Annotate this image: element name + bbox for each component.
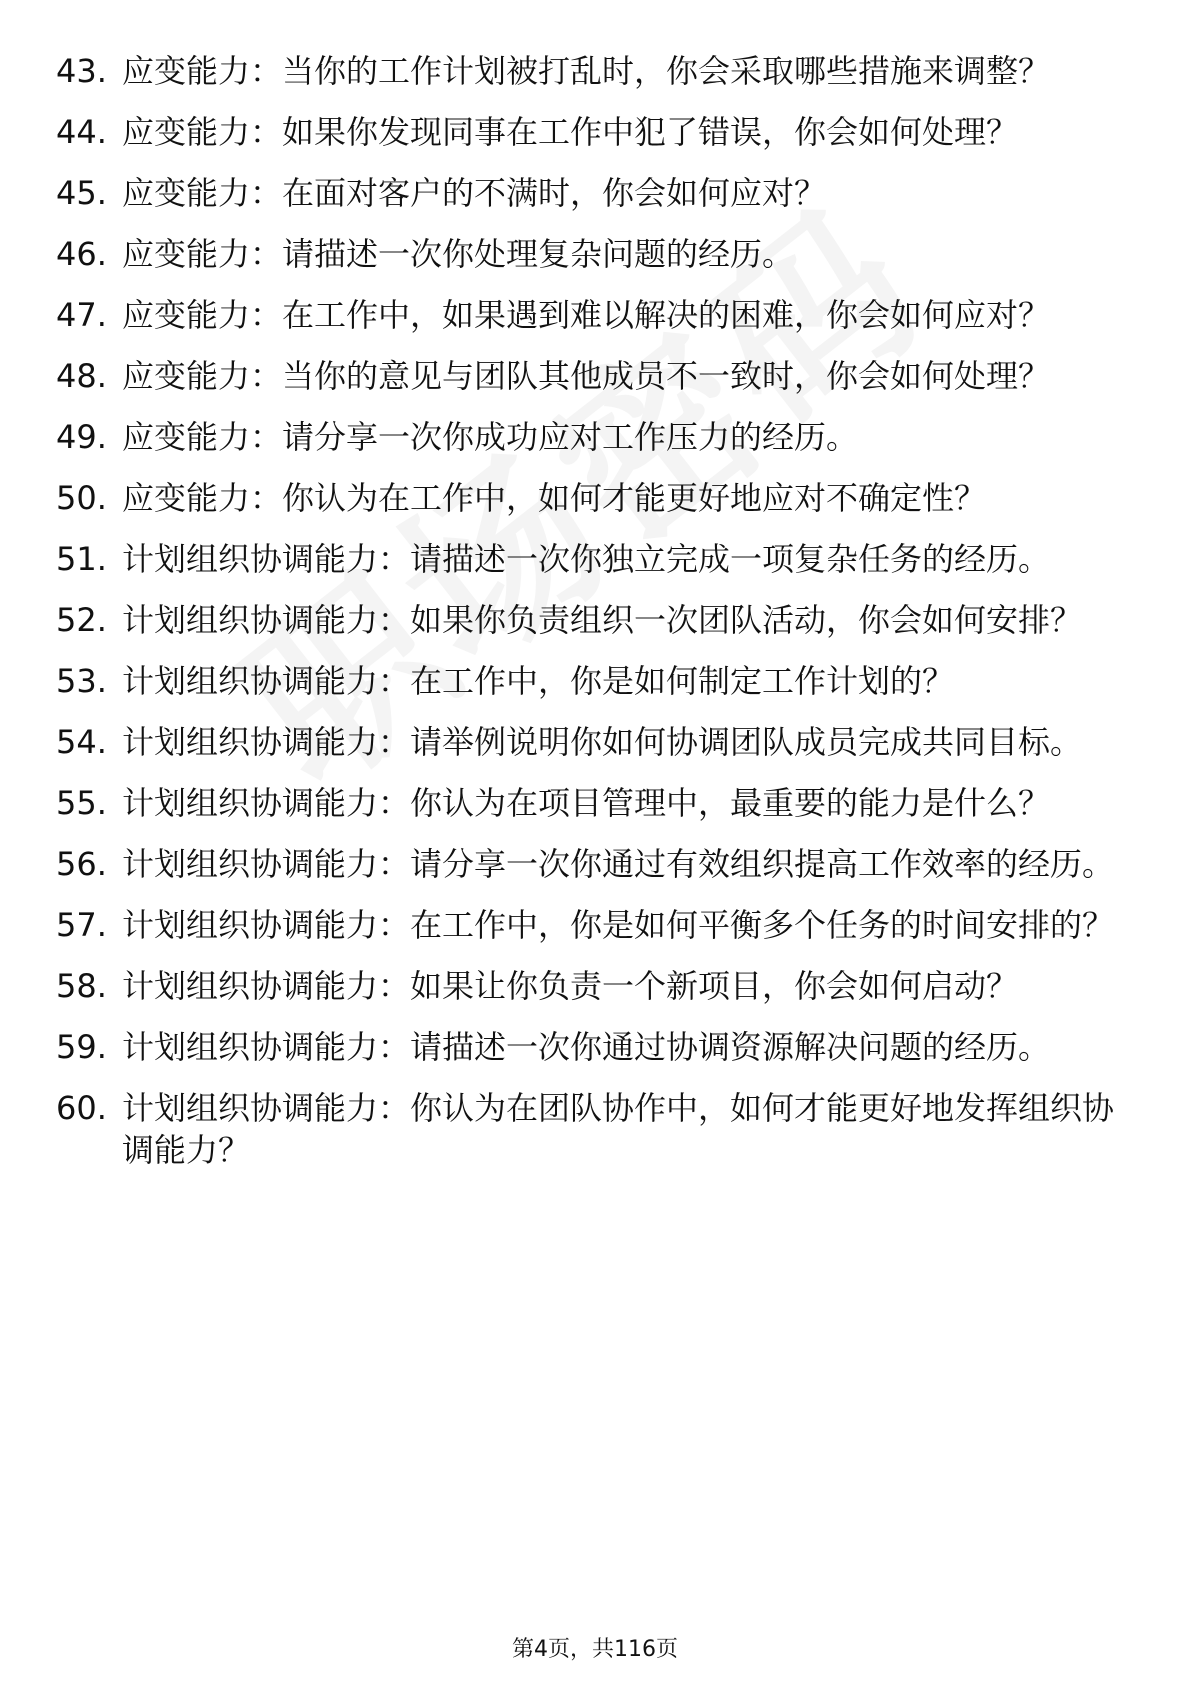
question-number: 59.: [56, 1028, 107, 1066]
question-item: [56, 172, 1116, 214]
question-item: [56, 1026, 1116, 1068]
question-number: 48.: [56, 357, 107, 395]
question-number: 60.: [56, 1089, 107, 1127]
question-text: 计划组织协调能力：在工作中，你是如何平衡多个任务的时间安排的？: [122, 906, 1115, 944]
question-text: 应变能力：当你的意见与团队其他成员不一致时，你会如何处理？: [122, 357, 1051, 395]
question-number: 44.: [56, 113, 107, 151]
question-item: [56, 294, 1116, 336]
question-text: 计划组织协调能力：你认为在项目管理中，最重要的能力是什么？: [122, 784, 1051, 822]
question-number: 56.: [56, 845, 107, 883]
question-text: 计划组织协调能力：如果让你负责一个新项目，你会如何启动？: [122, 967, 1019, 1005]
question-item: [56, 538, 1116, 580]
question-item: [56, 599, 1116, 641]
question-item: [56, 233, 1116, 275]
question-item: [56, 1087, 1116, 1171]
question-text: 计划组织协调能力：请描述一次你独立完成一项复杂任务的经历。: [122, 540, 1051, 578]
question-number: 58.: [56, 967, 107, 1005]
question-item: [56, 660, 1116, 702]
question-text: 应变能力：在工作中，如果遇到难以解决的困难，你会如何应对？: [122, 296, 1051, 334]
question-item: [56, 416, 1116, 458]
question-text: 应变能力：请描述一次你处理复杂问题的经历。: [122, 235, 795, 273]
question-number: 45.: [56, 174, 107, 212]
question-text: 计划组织协调能力：如果你负责组织一次团队活动，你会如何安排？: [122, 601, 1083, 639]
question-number: 49.: [56, 418, 107, 456]
question-text: 计划组织协调能力：请描述一次你通过协调资源解决问题的经历。: [122, 1028, 1051, 1066]
question-item: [56, 355, 1116, 397]
question-number: 57.: [56, 906, 107, 944]
question-item: [56, 477, 1116, 519]
question-text: 应变能力：你认为在工作中，如何才能更好地应对不确定性？: [122, 479, 987, 517]
question-item: [56, 111, 1116, 153]
question-number: 47.: [56, 296, 107, 334]
question-text: 应变能力：在面对客户的不满时，你会如何应对？: [122, 174, 827, 212]
question-text: 应变能力：如果你发现同事在工作中犯了错误，你会如何处理？: [122, 113, 1019, 151]
question-item: [56, 782, 1116, 824]
question-number: 43.: [56, 52, 107, 90]
question-text: 应变能力：请分享一次你成功应对工作压力的经历。: [122, 418, 859, 456]
question-text: 计划组织协调能力：在工作中，你是如何制定工作计划的？: [122, 662, 955, 700]
question-number: 52.: [56, 601, 107, 639]
question-item: [56, 843, 1116, 885]
question-number: 53.: [56, 662, 107, 700]
question-number: 46.: [56, 235, 107, 273]
question-item: [56, 721, 1116, 763]
question-number: 54.: [56, 723, 107, 761]
question-number: 55.: [56, 784, 107, 822]
question-text: 计划组织协调能力：请举例说明你如何协调团队成员完成共同目标。: [122, 723, 1083, 761]
question-number: 50.: [56, 479, 107, 517]
question-text: 计划组织协调能力：你认为在团队协作中，如何才能更好地发挥组织协调能力？: [122, 1089, 1115, 1169]
question-text: 应变能力：当你的工作计划被打乱时，你会采取哪些措施来调整？: [122, 52, 1051, 90]
question-item: [56, 904, 1116, 946]
question-list: [56, 50, 1116, 1190]
question-text: 计划组织协调能力：请分享一次你通过有效组织提高工作效率的经历。: [122, 845, 1115, 883]
question-number: 51.: [56, 540, 107, 578]
page-footer: 第4页，共116页: [512, 1637, 678, 1662]
question-item: [56, 965, 1116, 1007]
question-item: [56, 50, 1116, 92]
